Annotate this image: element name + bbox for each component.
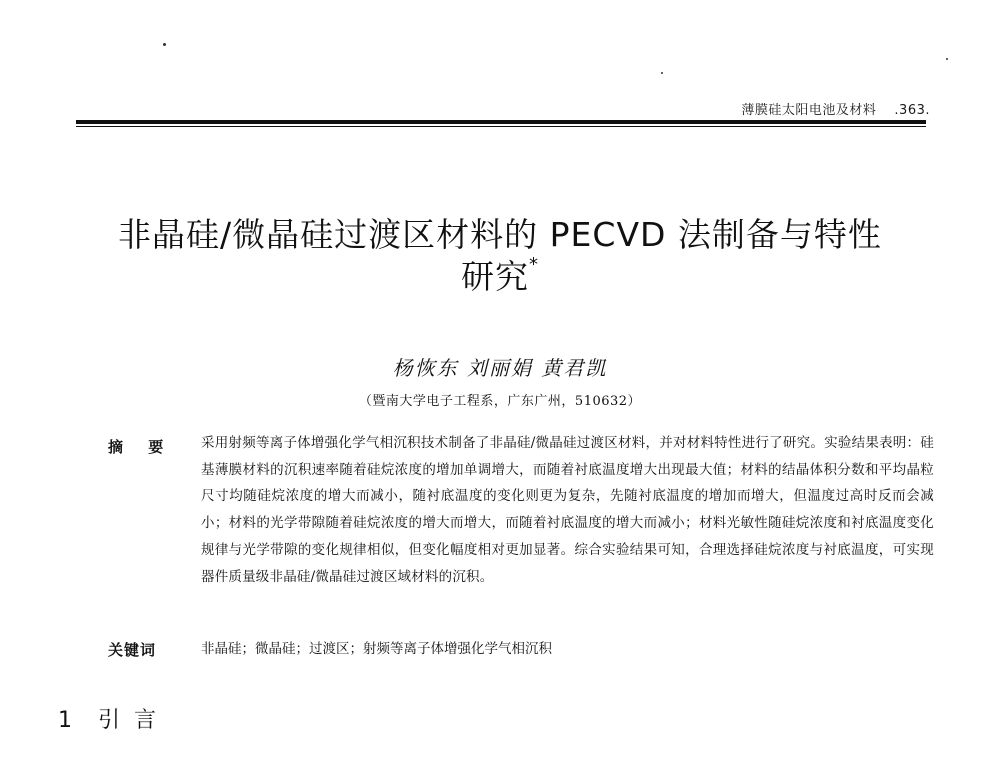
author-list: 杨恢东 刘丽娟 黄君凯 — [392, 356, 608, 380]
paper-title-line2 — [60, 256, 940, 298]
running-head-title: 薄膜硅太阳电池及材料 — [741, 103, 877, 118]
keywords-label: 关键词 — [108, 641, 157, 659]
abstract-text: 采用射频等离子体增强化学气相沉积技术制备了非晶硅/微晶硅过渡区材料，并对材料特性进行了研究。实验结果表明：硅基薄膜材料的沉积速率随着硅烷浓度的增加单调增大，而随着衬底温度增大出现最大值；材料的结晶体积分数和平均晶粒尺寸均随硅烷浓度的增大而减小，随衬底温度的变化则更为复杂，先随衬底温度的增加而增大，但温度过高时反而会减小；材料的光学带隙随着硅烷浓度的增大而增大，而随着衬底温度的增大而减小；材料光敏性随硅烷浓度和衬底温度变化规律与光学带隙的变化规律相似，但变化幅度相对更加显著。综合实验结果可知，合理选择硅烷浓度与衬底温度，可实现器件质量级非晶硅/微晶硅过渡区域材料的沉积。 — [201, 435, 934, 585]
keywords-text: 非晶硅；微晶硅；过渡区；射频等离子体增强化学气相沉积 — [201, 641, 552, 657]
paper-title-line2-text: 研究 — [461, 257, 529, 296]
scan-speck — [163, 43, 166, 46]
section-number: 1 — [58, 708, 74, 733]
scan-speck — [946, 58, 948, 60]
page-number: .363. — [894, 103, 930, 118]
title-footnote-mark: * — [529, 254, 539, 275]
running-head — [741, 99, 930, 118]
paper-title-line1: 非晶硅/微晶硅过渡区材料的 PECVD 法制备与特性 — [118, 215, 882, 254]
section-heading — [58, 703, 170, 734]
paper-title — [60, 214, 940, 298]
header-rule-thin — [76, 126, 926, 127]
abstract-label: 摘 要 — [108, 438, 174, 456]
affiliation: （暨南大学电子工程系，广东广州，510632） — [358, 394, 642, 409]
section-title: 引言 — [98, 708, 171, 733]
header-rule-thick — [76, 120, 926, 124]
scan-speck — [661, 72, 663, 74]
